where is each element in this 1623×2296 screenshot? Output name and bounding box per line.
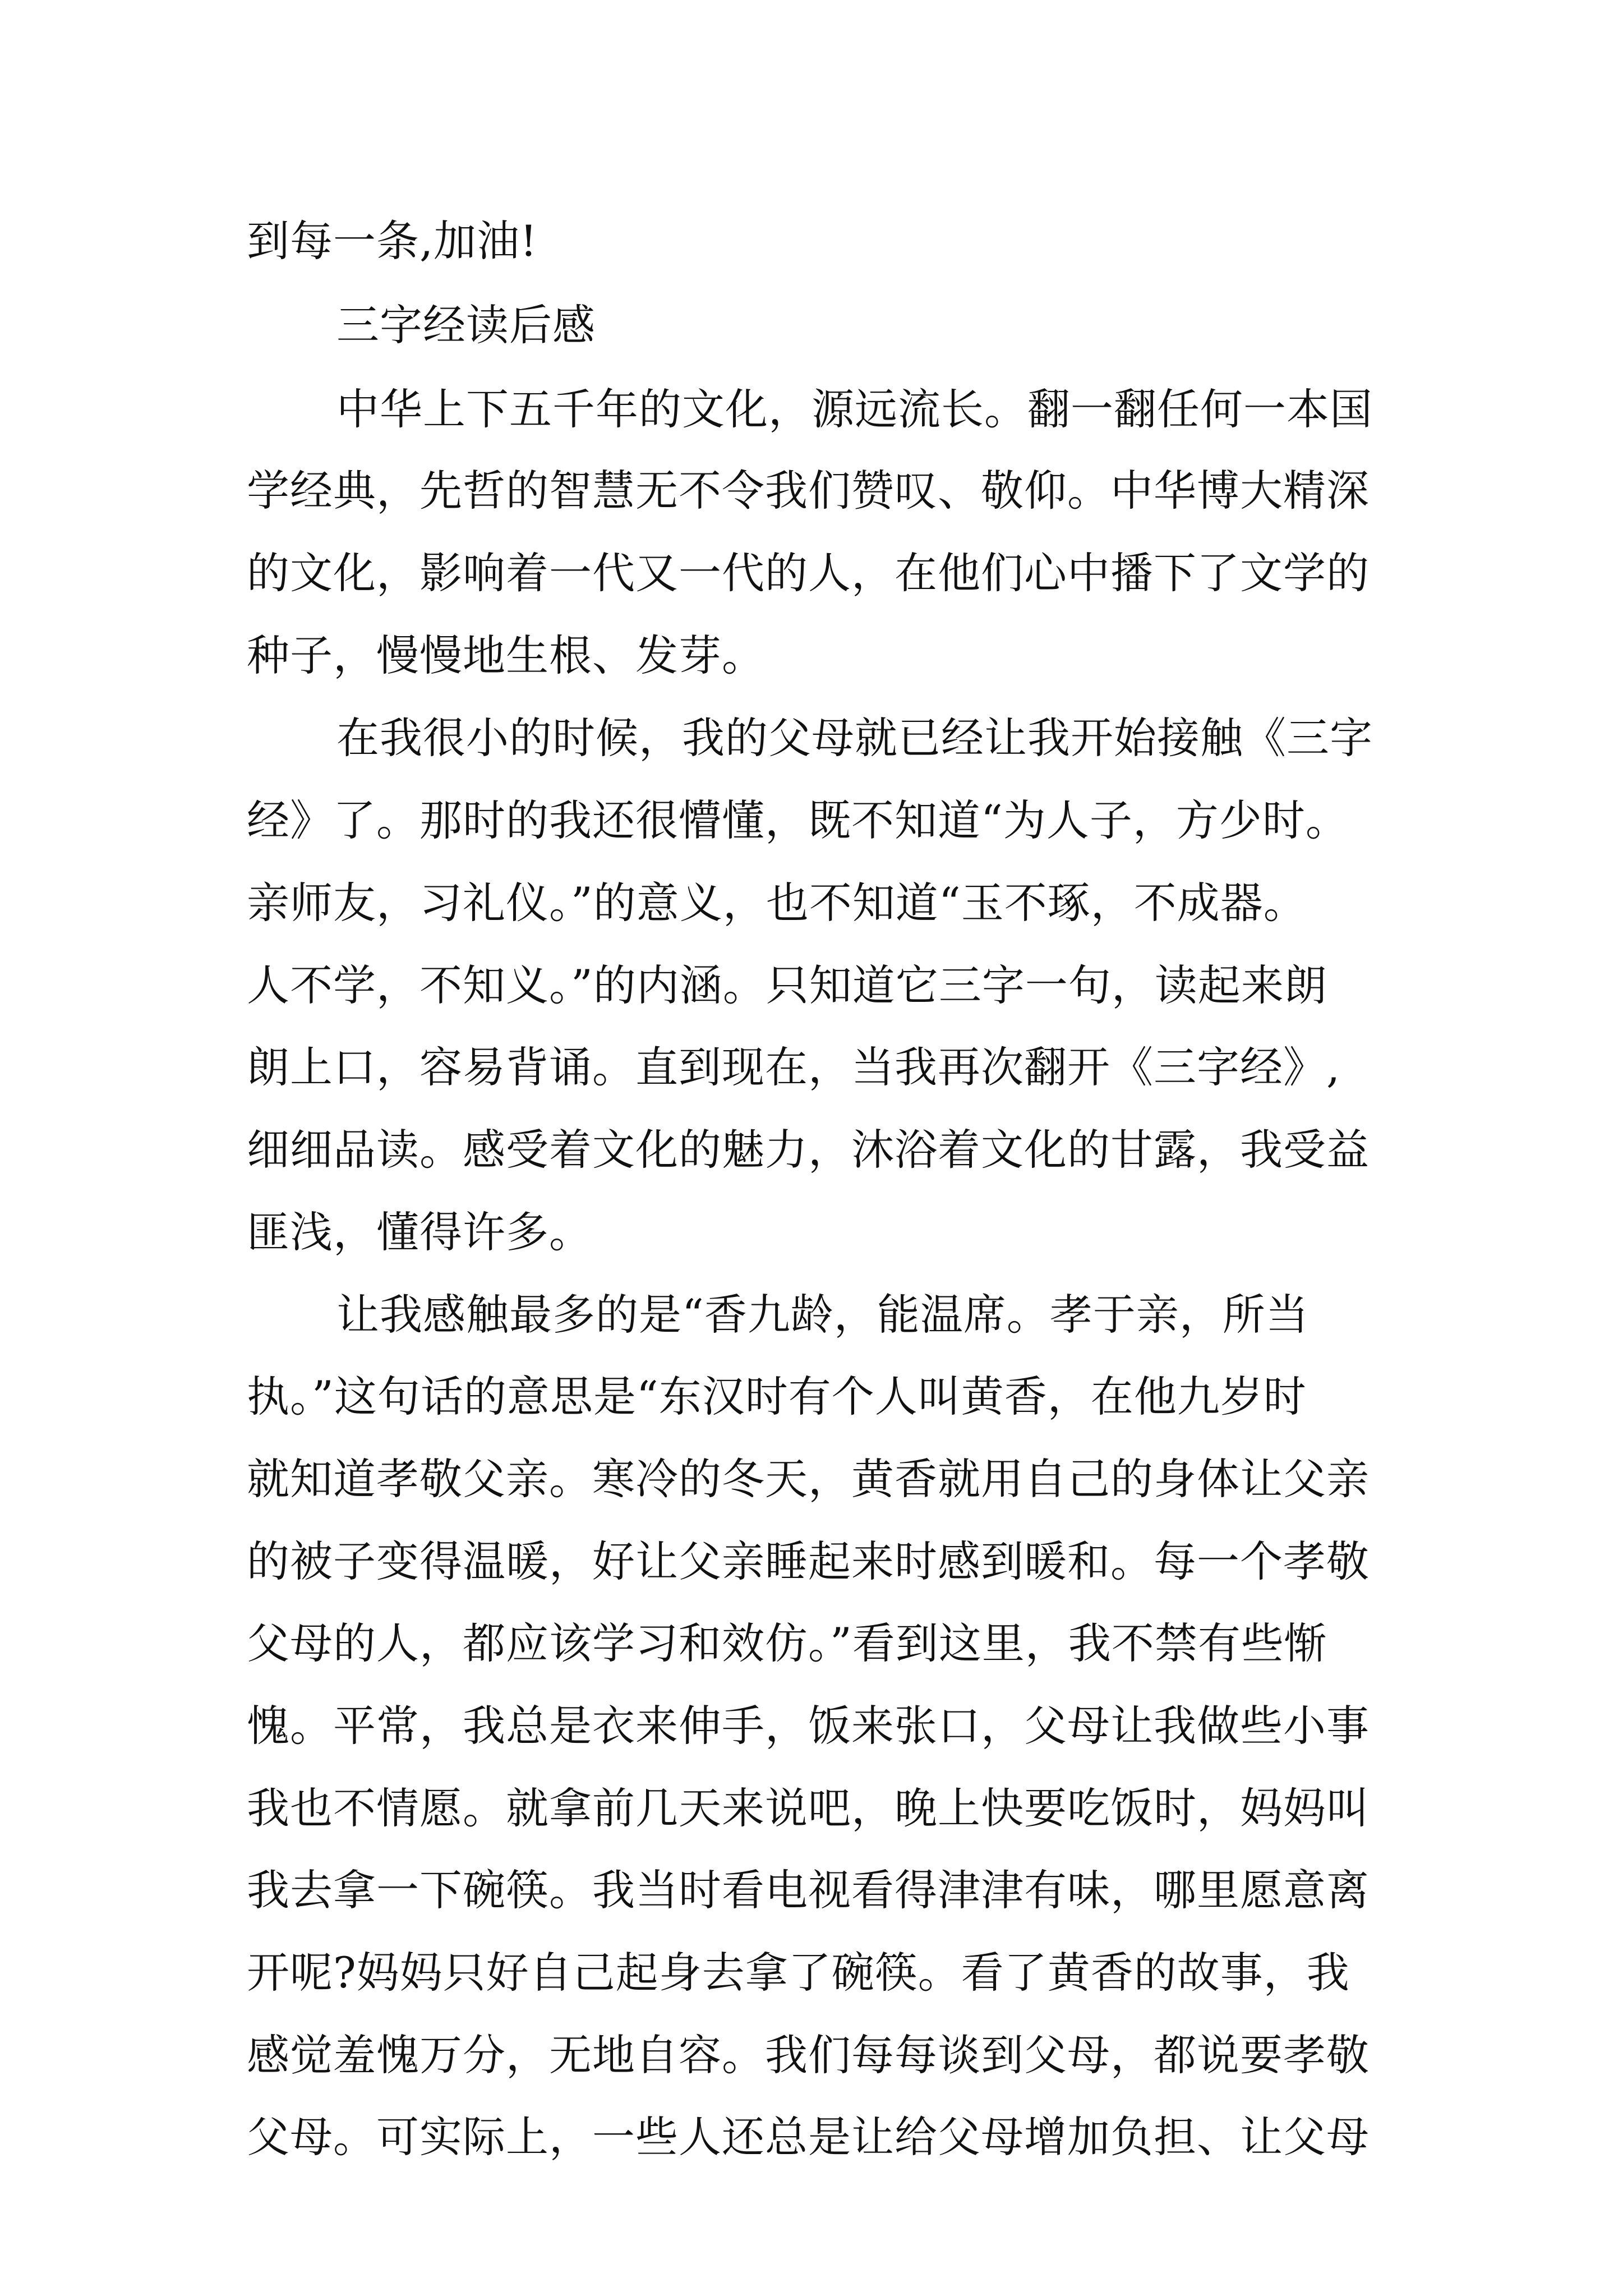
text-line-13: 匪浅，懂得许多。 [247,1207,592,1257]
text-line-16: 就知道孝敬父亲。寒冷的冬天，黄香就用自己的身体让父亲 [247,1454,1370,1504]
essay-title: 三字经读后感 [336,300,596,350]
text-line-19: 愧。平常，我总是衣来伸手，饭来张口，父母让我做些小事 [247,1701,1370,1751]
text-line-14: 让我感触最多的是“香九龄，能温席。孝于亲，所当 [336,1290,1309,1340]
text-line-7: 在我很小的时候，我的父母就已经让我开始接触《三字 [336,713,1373,763]
text-line-23: 感觉羞愧万分，无地自容。我们每每谈到父母，都说要孝敬 [247,2030,1370,2080]
text-line-4: 学经典，先哲的智慧无不令我们赞叹、敬仰。中华博大精深 [247,466,1370,516]
text-line-5: 的文化，影响着一代又一代的人，在他们心中播下了文学的 [247,548,1370,598]
text-line-24: 父母。可实际上，一些人还总是让给父母增加负担、让父母 [247,2112,1370,2162]
text-line-22: 开呢?妈妈只好自己起身去拿了碗筷。看了黄香的故事，我 [247,1948,1350,1998]
text-line-6: 种子，慢慢地生根、发芽。 [247,631,765,680]
text-line-17: 的被子变得温暖，好让父亲睡起来时感到暖和。每一个孝敬 [247,1536,1370,1586]
text-line-21: 我去拿一下碗筷。我当时看电视看得津津有味，哪里愿意离 [247,1865,1370,1915]
text-line-11: 朗上口，容易背诵。直到现在，当我再次翻开《三字经》, [247,1042,1341,1092]
text-line-10: 人不学，不知义。”的内涵。只知道它三字一句，读起来朗 [247,960,1327,1010]
text-line-8: 经》了。那时的我还很懵懂，既不知道“为人子，方少时。 [247,795,1349,845]
text-line-9: 亲师友，习礼仪。”的意义，也不知道“玉不琢，不成器。 [247,878,1307,928]
text-line-20: 我也不情愿。就拿前几天来说吧，晚上快要吃饭时，妈妈叫 [247,1783,1370,1833]
text-line-3: 中华上下五千年的文化，源远流长。翻一翻任何一本国 [336,384,1373,434]
text-line-15: 执。”这句话的意思是“东汉时有个人叫黄香，在他九岁时 [247,1372,1307,1421]
text-line-12: 细细品读。感受着文化的魅力，沐浴着文化的甘露，我受益 [247,1125,1370,1175]
text-line-1: 到每一条,加油! [247,216,538,266]
text-line-18: 父母的人，都应该学习和效仿。”看到这里，我不禁有些惭 [247,1618,1327,1668]
